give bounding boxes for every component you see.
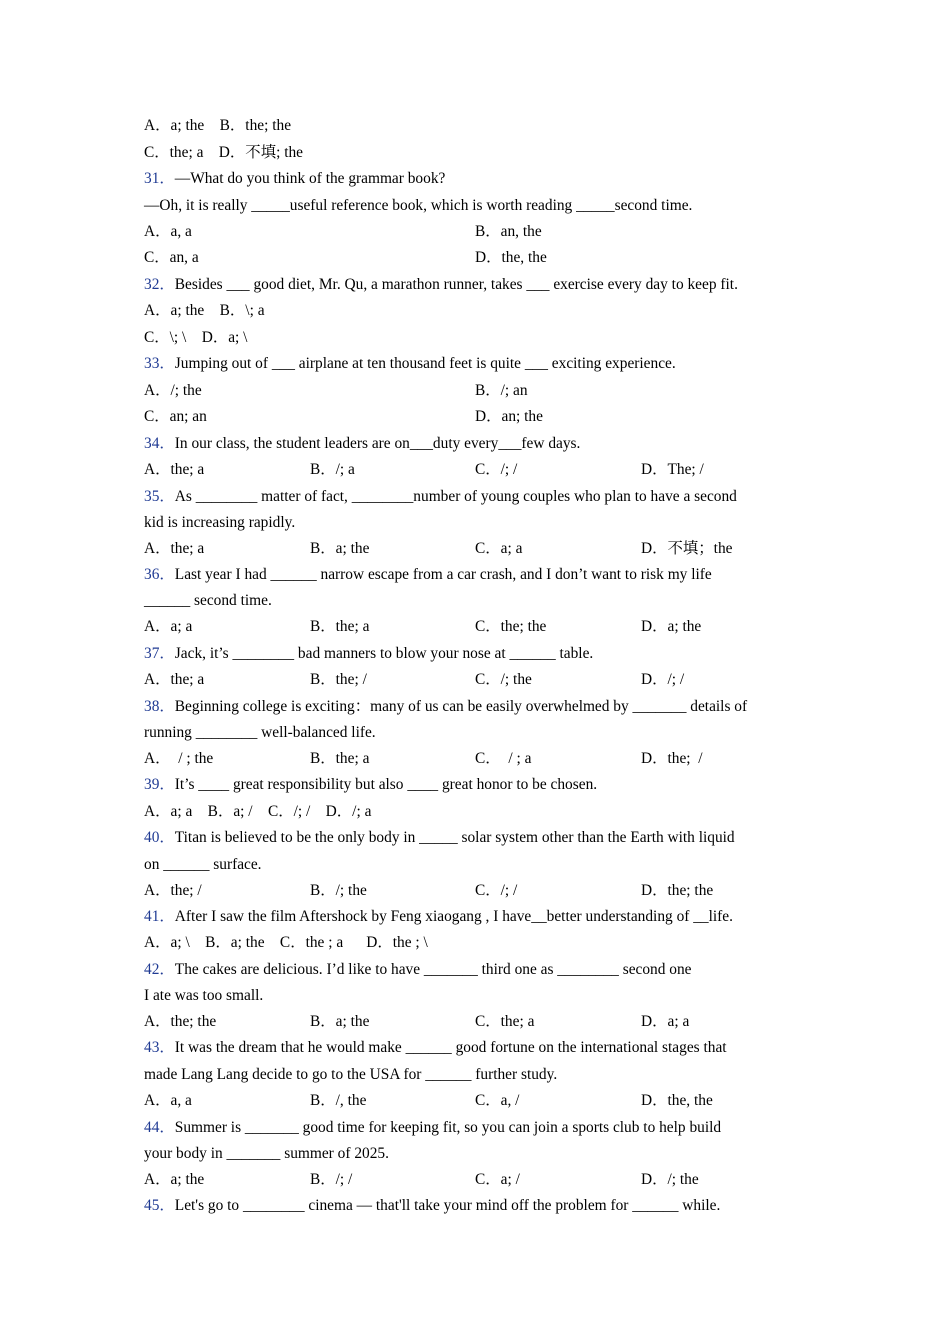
- answer-option: D．a; the: [641, 618, 702, 635]
- question-number: 33．: [144, 355, 175, 372]
- question-number: 44．: [144, 1118, 175, 1136]
- question-text: Last year I had ______ narrow escape from a car crash, and I don’t want to risk my life: [174, 565, 712, 583]
- question-text: It’s ____ great responsibility but also ____ great honor to be chosen.: [174, 776, 598, 793]
- options-inline: A．a; the B．the; the: [144, 117, 292, 134]
- options-four-column: [144, 1009, 809, 1035]
- question-text: In our class, the student leaders are on___duty every___few days.: [174, 434, 581, 452]
- question-text: It was the dream that he would make ______ good fortune on the international stages that: [174, 1039, 727, 1056]
- question-stem: [144, 825, 809, 852]
- question-stem: [144, 431, 809, 458]
- question-text-continued: on ______ surface.: [144, 855, 262, 873]
- question-number: 34．: [144, 434, 175, 452]
- question-text: As ________ matter of fact, ________number of young couples who plan to have a second: [174, 487, 737, 505]
- answer-option: A． / ; the: [144, 750, 214, 767]
- answer-option: B．the; a: [310, 618, 370, 635]
- answer-option: C．an, a: [144, 249, 199, 266]
- options-four-column: [144, 536, 809, 562]
- question-text: —What do you think of the grammar book?: [174, 170, 446, 187]
- question-stem: [144, 272, 809, 299]
- question-text: Titan is believed to be the only body in _____ solar system other than the Earth with liquid: [174, 829, 735, 846]
- question-text: Let's go to ________ cinema — that'll take your mind off the problem for ______ while.: [174, 1197, 721, 1214]
- options-four-column: [144, 746, 809, 772]
- question-stem: [144, 904, 809, 931]
- question-stem: [144, 1193, 809, 1220]
- answer-option: D．the, the: [475, 249, 547, 266]
- answer-option: B．/; a: [310, 461, 355, 478]
- answer-option: B．the; /: [310, 671, 367, 688]
- answer-option: A．the; a: [144, 461, 205, 478]
- question-stem: [144, 351, 809, 378]
- options-two-column: [144, 404, 809, 431]
- options-inline: C．\; \ D．a; \: [144, 328, 248, 346]
- answer-option: A．a, a: [144, 222, 192, 240]
- question-number: 40．: [144, 829, 175, 846]
- question-text: Jack, it’s ________ bad manners to blow your nose at ______ table.: [174, 644, 594, 662]
- question-text-continued: running ________ well-balanced life.: [144, 724, 376, 741]
- answer-option: C．a, /: [475, 1092, 520, 1109]
- options-four-column: [144, 1088, 809, 1115]
- question-number: 38．: [144, 697, 175, 715]
- question-stem: [144, 772, 809, 799]
- options-four-column: [144, 457, 809, 484]
- question-stem: [144, 1035, 809, 1062]
- answer-option: D．/; the: [641, 1171, 699, 1188]
- answer-option: C．/; /: [475, 461, 518, 478]
- question-stem: [144, 562, 809, 589]
- answer-option: B．a; the: [310, 1013, 370, 1030]
- question-text-continued: your body in _______ summer of 2025.: [144, 1144, 389, 1162]
- answer-option: D．the, the: [641, 1092, 713, 1109]
- answer-option: A．the; a: [144, 539, 205, 557]
- question-number: 37．: [144, 644, 175, 662]
- answer-option: D．an; the: [475, 408, 543, 425]
- answer-option: A．/; the: [144, 381, 202, 399]
- question-text: Beginning college is exciting：many of us can be easily overwhelmed by _______ details of: [174, 697, 748, 715]
- answer-option: D．a; a: [641, 1013, 690, 1030]
- question-list: [144, 113, 809, 1220]
- answer-option: A．the; a: [144, 671, 205, 688]
- options-inline: C．the; a D．不填; the: [144, 143, 304, 161]
- question-stem: [144, 957, 809, 983]
- answer-option: A．a; the: [144, 1171, 205, 1188]
- question-number: 35．: [144, 487, 175, 505]
- question-text-continued: I ate was too small.: [144, 986, 264, 1004]
- answer-option: A．the; the: [144, 1013, 217, 1030]
- answer-option: C．a; /: [475, 1171, 520, 1188]
- answer-option: B．/; an: [475, 381, 528, 399]
- question-number: 39．: [144, 776, 175, 793]
- answer-option: A．a, a: [144, 1092, 192, 1109]
- answer-option: D．不填；the: [641, 539, 733, 557]
- options-two-column: [144, 245, 809, 272]
- question-stem: [144, 694, 809, 721]
- question-number: 32．: [144, 275, 175, 293]
- question-text: Jumping out of ___ airplane at ten thousand feet is quite ___ exciting experience.: [174, 355, 676, 372]
- question-number: 45．: [144, 1197, 175, 1214]
- question-number: 36．: [144, 565, 175, 583]
- answer-option: D．/; /: [641, 671, 685, 688]
- options-inline: A．a; \ B．a; the C．the ; a D．the ; \: [144, 934, 428, 951]
- question-number: 42．: [144, 960, 175, 978]
- options-four-column: [144, 667, 809, 694]
- answer-option: A．a; a: [144, 618, 193, 635]
- question-stem: [144, 1115, 809, 1141]
- options-inline: A．a; a B．a; / C．/; / D．/; a: [144, 802, 372, 820]
- answer-option: B．/; the: [310, 881, 367, 899]
- answer-option: B．/, the: [310, 1092, 367, 1109]
- answer-option: B．an, the: [475, 222, 542, 240]
- options-two-column: [144, 219, 809, 246]
- answer-option: D．the; /: [641, 750, 703, 767]
- answer-option: C．an; an: [144, 408, 207, 425]
- answer-option: C．a; a: [475, 539, 523, 557]
- answer-option: B．a; the: [310, 539, 370, 557]
- answer-option: C．/; the: [475, 671, 532, 688]
- answer-option: C．/; /: [475, 881, 518, 899]
- answer-option: D．The; /: [641, 461, 704, 478]
- question-stem: [144, 166, 809, 193]
- answer-option: C． / ; a: [475, 750, 532, 767]
- options-four-column: [144, 1167, 809, 1193]
- options-two-column: [144, 378, 809, 405]
- question-text-continued: ______ second time.: [144, 592, 272, 609]
- question-text: The cakes are delicious. I’d like to have _______ third one as ________ second one: [174, 960, 692, 978]
- answer-option: B．the; a: [310, 750, 370, 767]
- answer-option: C．the; the: [475, 618, 547, 635]
- question-number: 41．: [144, 907, 175, 925]
- question-stem: [144, 484, 809, 511]
- question-text-continued: made Lang Lang decide to go to the USA for ______ further study.: [144, 1065, 558, 1083]
- answer-option: A．the; /: [144, 881, 202, 899]
- question-text: After I saw the film Aftershock by Feng xiaogang , I have__better understanding of __life.: [174, 907, 733, 925]
- question-text: Besides ___ good diet, Mr. Qu, a marathon runner, takes ___ exercise every day to keep fit.: [174, 275, 738, 293]
- options-inline: A．a; the B．\; a: [144, 302, 265, 319]
- options-four-column: [144, 878, 809, 904]
- answer-option: D．the; the: [641, 881, 714, 899]
- answer-option: C．the; a: [475, 1013, 535, 1030]
- question-text: Summer is _______ good time for keeping fit, so you can join a sports club to help build: [174, 1118, 722, 1136]
- question-stem: [144, 641, 809, 668]
- question-number: 31．: [144, 170, 175, 187]
- options-four-column: [144, 614, 809, 641]
- question-number: 43．: [144, 1039, 175, 1056]
- question-text-continued: —Oh, it is really _____useful reference book, which is worth reading _____second time.: [144, 196, 693, 214]
- answer-option: B．/; /: [310, 1171, 353, 1188]
- question-text-continued: kid is increasing rapidly.: [144, 514, 296, 531]
